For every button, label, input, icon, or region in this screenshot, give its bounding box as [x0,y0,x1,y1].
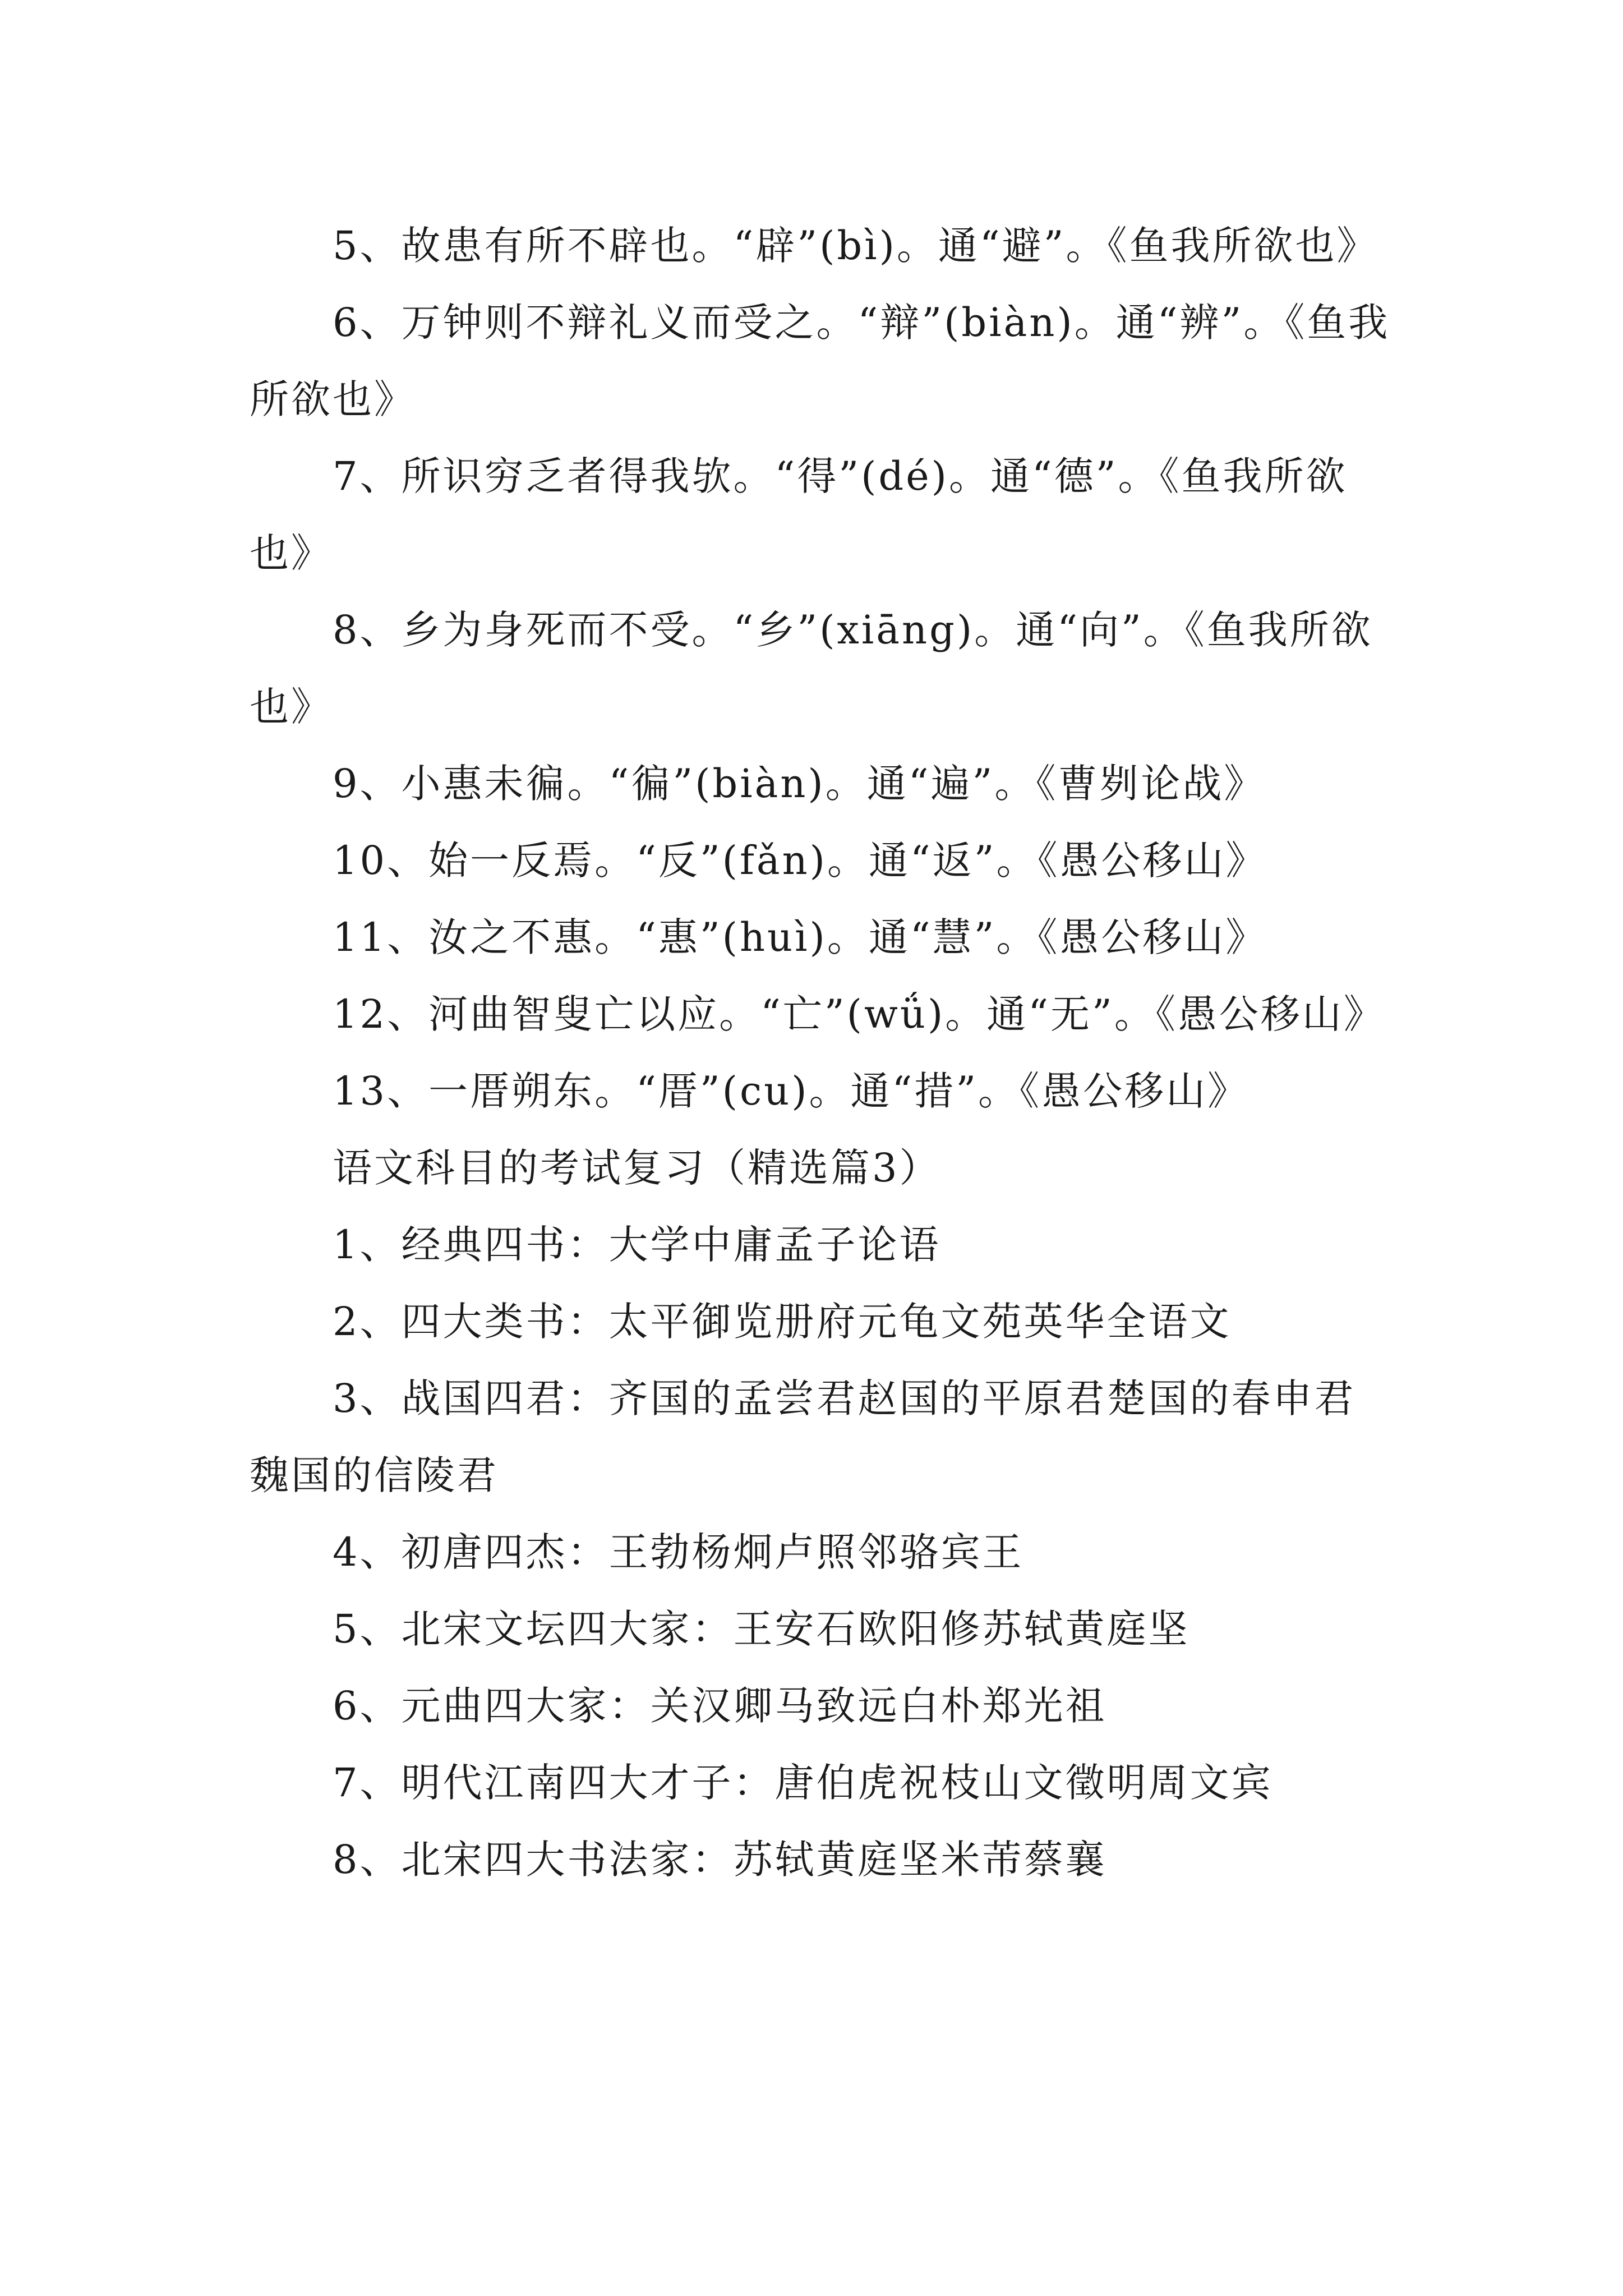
paragraph-item-4: 4、初唐四杰：王勃杨炯卢照邻骆宾王 [333,1529,1024,1575]
paragraph-tongjia-9: 9、小惠未徧。“徧”(biàn)。通“遍”。《曹刿论战》 [333,761,1266,807]
paragraph-item-6: 6、元曲四大家：关汉卿马致远白朴郑光祖 [333,1683,1107,1729]
paragraph-tongjia-5: 5、故患有所不辟也。“辟”(bì)。通“避”。《鱼我所欲也》 [333,223,1378,269]
paragraph-item-1: 1、经典四书：大学中庸孟子论语 [333,1222,941,1268]
paragraph-tongjia-12: 12、河曲智叟亡以应。“亡”(wǘ)。通“无”。《愚公移山》 [333,991,1385,1037]
paragraph-item-3: 3、战国四君：齐国的孟尝君赵国的平原君楚国的春申君魏国的信陵君 [250,1375,1356,1498]
section-heading: 语文科目的考试复习（精选篇3） [333,1145,941,1191]
paragraph-item-5: 5、北宋文坛四大家：王安石欧阳修苏轼黄庭坚 [333,1606,1190,1652]
paragraph-item-7: 7、明代江南四大才子：唐伯虎祝枝山文徵明周文宾 [333,1760,1273,1806]
paragraph-tongjia-13: 13、一厝朔东。“厝”(cu)。通“措”。《愚公移山》 [333,1068,1249,1114]
paragraph-tongjia-6: 6、万钟则不辩礼义而受之。“辩”(biàn)。通“辨”。《鱼我所欲也》 [250,300,1390,422]
paragraph-tongjia-7: 7、所识穷乏者得我欤。“得”(dé)。通“德”。《鱼我所欲也》 [250,453,1348,576]
paragraph-tongjia-8: 8、乡为身死而不受。“乡”(xiāng)。通“向”。《鱼我所欲也》 [250,607,1373,730]
paragraph-item-8: 8、北宋四大书法家：苏轼黄庭坚米芾蔡襄 [333,1837,1107,1883]
paragraph-tongjia-11: 11、汝之不惠。“惠”(huì)。通“慧”。《愚公移山》 [333,914,1267,960]
paragraph-item-2: 2、四大类书：太平御览册府元龟文苑英华全语文 [333,1299,1232,1345]
paragraph-tongjia-10: 10、始一反焉。“反”(fǎn)。通“返”。《愚公移山》 [333,838,1267,884]
document-body [250,208,1394,1898]
